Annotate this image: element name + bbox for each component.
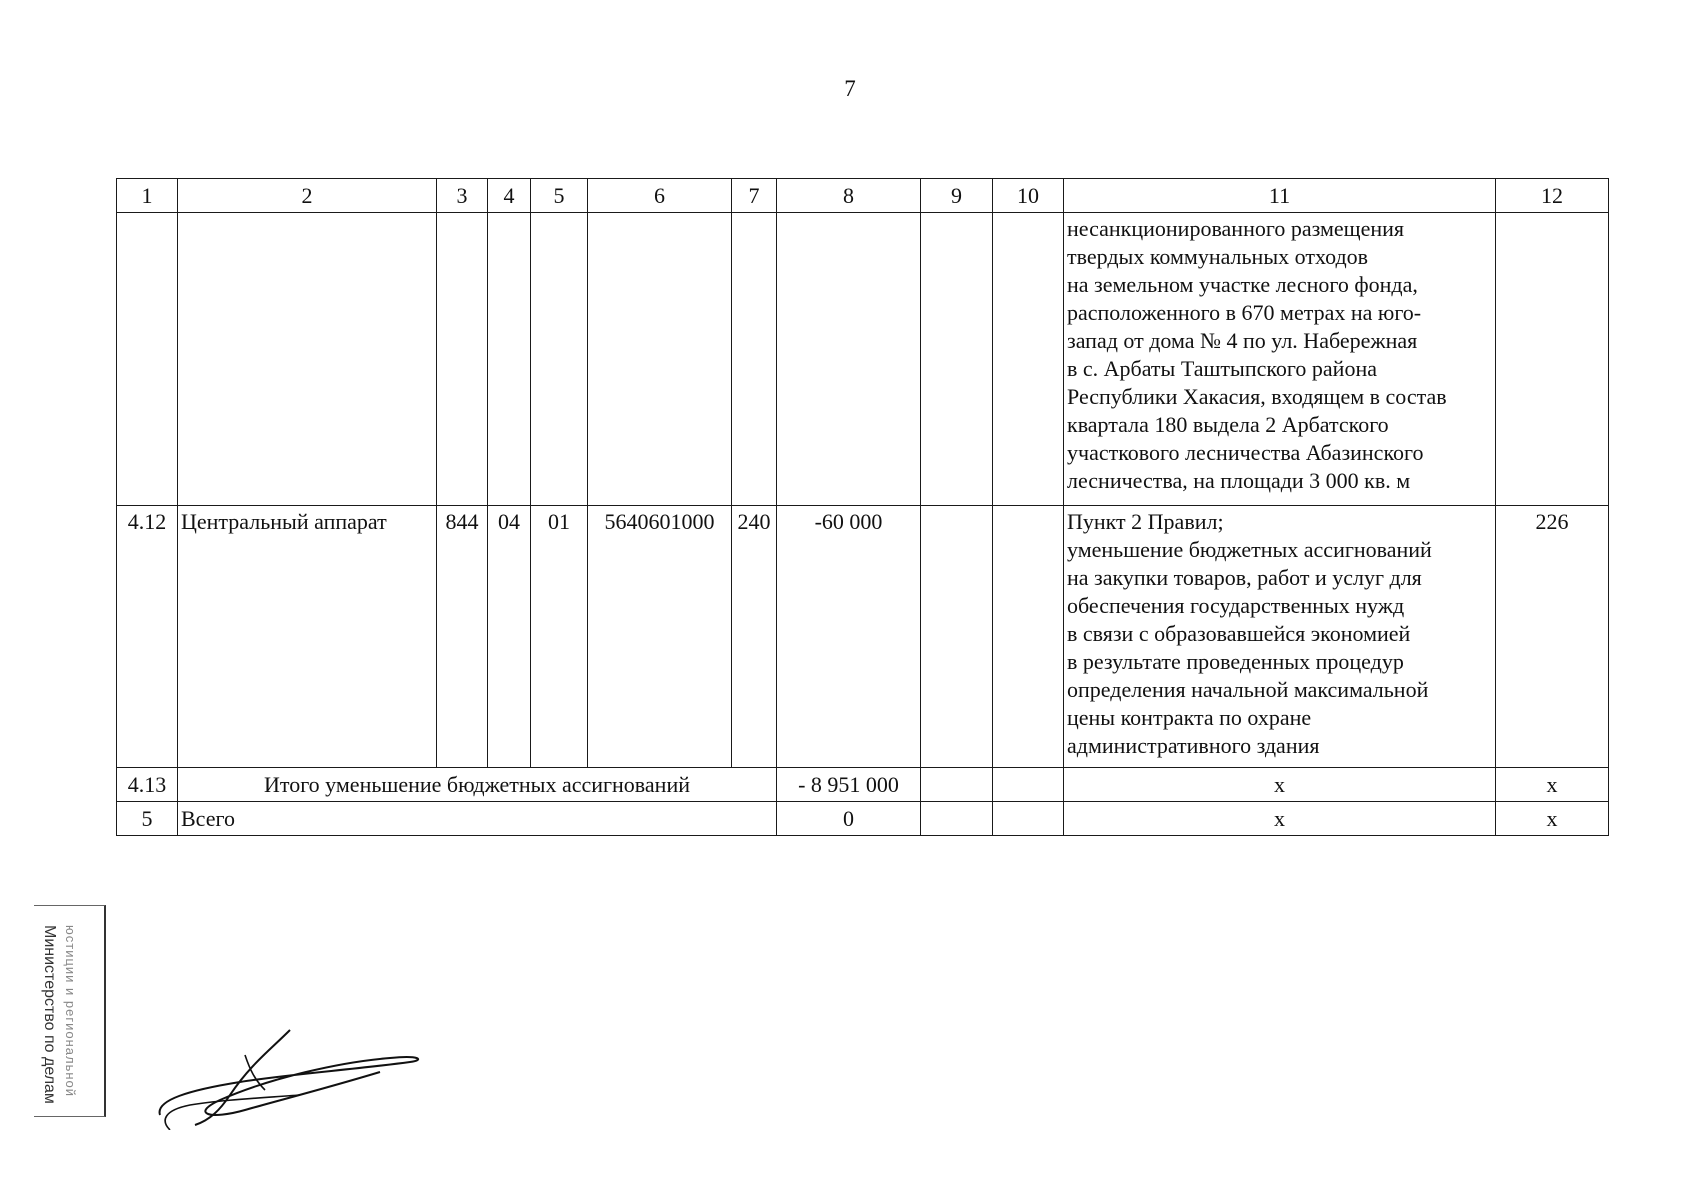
budget-table [116, 178, 1609, 836]
note-line: расположенного в 670 метрах на юго- [1067, 300, 1422, 325]
note-line: Республики Хакасия, входящем в состав [1067, 384, 1447, 409]
table-cell: x [1064, 768, 1496, 802]
table-row-4-12 [117, 506, 1609, 768]
table-cell [437, 213, 488, 506]
note-line: уменьшение бюджетных ассигнований [1067, 537, 1432, 562]
table-cell: 240 [732, 506, 777, 768]
note-line: на закупки товаров, работ и услуг для [1067, 565, 1422, 590]
table-cell [178, 213, 437, 506]
row-name: Центральный аппарат [178, 506, 437, 768]
table-cell: 01 [531, 506, 588, 768]
column-header: 2 [178, 179, 437, 213]
row-number: 5 [117, 802, 178, 836]
row-number: 4.12 [117, 506, 178, 768]
page-number: 7 [844, 76, 856, 101]
note-line: лесничества, на площади 3 000 кв. м [1067, 468, 1411, 493]
stamp-text-line1: Министерство по делам [41, 925, 58, 1104]
table-cell [117, 213, 178, 506]
table-header-row [117, 179, 1609, 213]
amount-cell: -60 000 [777, 506, 921, 768]
column-header: 3 [437, 179, 488, 213]
table-cell [732, 213, 777, 506]
note-line: в с. Арбаты Таштыпского района [1067, 356, 1377, 381]
row-number: 4.13 [117, 768, 178, 802]
table-row-continued [117, 213, 1609, 506]
column-header: 10 [993, 179, 1064, 213]
table-cell [588, 213, 732, 506]
note-line: на земельном участке лесного фонда, [1067, 272, 1418, 297]
column-header: 11 [1064, 179, 1496, 213]
column-header: 4 [488, 179, 531, 213]
note-line: определения начальной максимальной [1067, 677, 1429, 702]
grand-total-label: Всего [178, 802, 777, 836]
table-cell: 844 [437, 506, 488, 768]
note-line: административного здания [1067, 733, 1320, 758]
total-label: Итого уменьшение бюджетных ассигнований [178, 768, 777, 802]
table-row-5 [117, 802, 1609, 836]
table-cell [993, 506, 1064, 768]
note-line: несанкционированного размещения [1067, 216, 1405, 241]
table-cell [531, 213, 588, 506]
table-cell: 04 [488, 506, 531, 768]
justification-cell [1064, 213, 1496, 506]
column-header: 5 [531, 179, 588, 213]
amount-cell: - 8 951 000 [777, 768, 921, 802]
table-cell: x [1496, 802, 1609, 836]
note-line: цены контракта по охране [1067, 705, 1312, 730]
column-header: 12 [1496, 179, 1609, 213]
note-line: Пункт 2 Правил; [1067, 509, 1224, 534]
table-cell: 5640601000 [588, 506, 732, 768]
table-cell [777, 213, 921, 506]
table-row-4-13 [117, 768, 1609, 802]
note-line: квартала 180 выдела 2 Арбатского [1067, 412, 1389, 437]
table-cell: x [1496, 768, 1609, 802]
note-line: в связи с образовавшейся экономией [1067, 621, 1411, 646]
note-line: в результате проведенных процедур [1067, 649, 1404, 674]
table-cell: x [1064, 802, 1496, 836]
column-header: 7 [732, 179, 777, 213]
stamp-text-line2: юстиции и региональной [63, 925, 78, 1098]
table-cell [921, 802, 993, 836]
table-cell [993, 768, 1064, 802]
note-line: обеспечения государственных нужд [1067, 593, 1405, 618]
column-header: 8 [777, 179, 921, 213]
table-cell [993, 213, 1064, 506]
justification-cell [1064, 506, 1496, 768]
table-cell [921, 506, 993, 768]
column-header: 9 [921, 179, 993, 213]
handwritten-signature [150, 1020, 430, 1130]
column-header: 1 [117, 179, 178, 213]
table-cell [921, 213, 993, 506]
table-cell [488, 213, 531, 506]
note-line: твердых коммунальных отходов [1067, 244, 1369, 269]
table-cell [993, 802, 1064, 836]
table-cell [921, 768, 993, 802]
column-header: 6 [588, 179, 732, 213]
note-line: запад от дома № 4 по ул. Набережная [1067, 328, 1418, 353]
table-cell: 226 [1496, 506, 1609, 768]
amount-cell: 0 [777, 802, 921, 836]
table-cell [1496, 213, 1609, 506]
note-line: участкового лесничества Абазинского [1067, 440, 1424, 465]
